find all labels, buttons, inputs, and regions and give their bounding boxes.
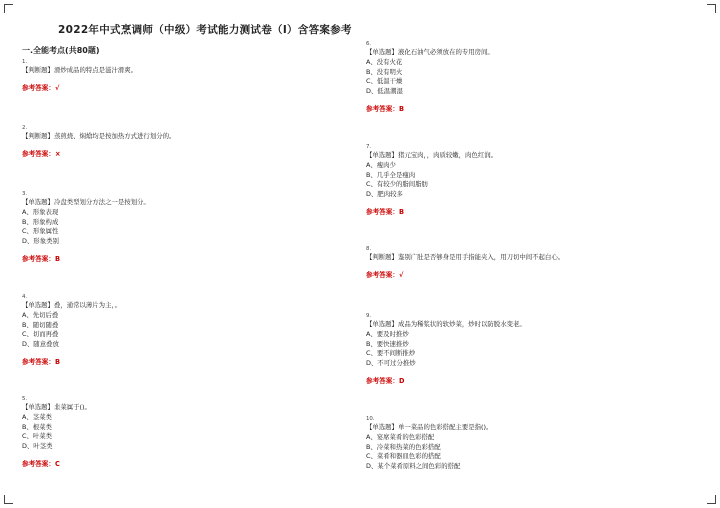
- answer-label: 参考答案：B: [366, 207, 404, 216]
- question-text: 【单选题】液化石油气必须放在的专用房间。: [366, 48, 494, 56]
- option-c: C、叶菜类: [22, 432, 53, 441]
- question-text: 【单选题】成品为稀浆状的软炒菜，炒时以防脱水变老。: [366, 320, 526, 328]
- question-8: [366, 246, 564, 281]
- question-text: 【判断题】滑炒成品的特点是滋汁滑爽。: [22, 66, 138, 74]
- option-c: C、菜肴和器皿色彩的搭配: [366, 452, 441, 461]
- answer-label: 参考答案：B: [366, 104, 404, 113]
- option-b: B、几乎全是瘦肉: [366, 170, 416, 179]
- answer-label: 参考答案：B: [22, 357, 60, 366]
- question-7: [366, 144, 497, 218]
- option-d: D、不可过分推炒: [366, 359, 416, 368]
- crop-mark-bottom-left: [4, 495, 13, 504]
- question-number: 10.: [366, 416, 375, 422]
- question-5: [22, 396, 91, 470]
- option-a: A、没有火花: [366, 57, 403, 66]
- answer-label: 参考答案：×: [22, 149, 61, 158]
- question-number: 1.: [22, 59, 28, 65]
- crop-mark-bottom-right: [707, 495, 716, 504]
- answer-label: 参考答案：B: [22, 254, 60, 263]
- question-text: 【单选题】冷盘类型划分方法之一是按划分。: [22, 198, 150, 206]
- answer-label: 参考答案：√: [22, 83, 60, 92]
- question-number: 9.: [366, 313, 372, 319]
- option-b: B、随切随叠: [22, 320, 59, 329]
- answer-label: 参考答案：D: [366, 376, 405, 385]
- question-number: 8.: [366, 246, 372, 252]
- answer-label: 参考答案：√: [366, 270, 404, 279]
- question-number: 7.: [366, 144, 372, 150]
- question-number: 6.: [366, 41, 372, 47]
- option-b: B、没有明火: [366, 67, 403, 76]
- option-a: A、瘦肉少: [366, 160, 396, 169]
- option-c: C、有较少的脂间脂肪: [366, 180, 428, 189]
- question-text: 【单选题】叠，通常以薄片为主，。: [22, 301, 122, 309]
- section-title: 一.全能考点(共80题): [22, 46, 100, 55]
- option-b: B、根菜类: [22, 422, 52, 431]
- option-d: D、随意叠放: [22, 340, 59, 349]
- option-a: A、先切后叠: [22, 310, 59, 319]
- question-6: [366, 41, 494, 115]
- question-text: 【单选题】猪元宝肉，，肉质较嫩，肉色红润。: [366, 151, 498, 159]
- question-text: 【判断题】鉴别广肚是否够身是用手指能夹入，用刀切中间不起白心。: [366, 253, 565, 261]
- option-d: D、叶茎类: [22, 442, 53, 451]
- question-2: [22, 125, 175, 160]
- option-d: D、肥肉较多: [366, 190, 403, 199]
- question-10: [366, 416, 492, 472]
- option-b: B、要快速推炒: [366, 339, 409, 348]
- option-d: D、某个菜肴原料之间色彩的搭配: [366, 462, 461, 471]
- question-number: 4.: [22, 294, 28, 300]
- option-b: B、冷菜和热菜的色彩搭配: [366, 442, 441, 451]
- question-number: 2.: [22, 125, 28, 131]
- option-c: C、切而再叠: [22, 330, 59, 339]
- question-9: [366, 313, 526, 387]
- question-3: [22, 191, 150, 265]
- option-d: D、形象类别: [22, 237, 59, 246]
- option-b: B、形象构成: [22, 217, 59, 226]
- option-a: A、形象表现: [22, 207, 59, 216]
- document-title: 2022年中式烹调师（中级）考试能力测试卷（I）含答案参考: [58, 24, 352, 36]
- question-text: 【单选题】单一菜品的色彩搭配主要是指()。: [366, 423, 493, 431]
- question-number: 3.: [22, 191, 28, 197]
- option-a: A、茎菜类: [22, 412, 52, 421]
- question-number: 5.: [22, 396, 28, 402]
- question-4: [22, 294, 121, 368]
- question-text: 【判断题】蒸煎烧、焖熗均是按加热方式进行划分的。: [22, 132, 176, 140]
- crop-mark-top-left: [4, 4, 13, 13]
- option-c: C、形象属性: [22, 227, 59, 236]
- option-c: C、要不间断推炒: [366, 349, 416, 358]
- answer-label: 参考答案：C: [22, 459, 60, 468]
- option-c: C、低温干燥: [366, 77, 403, 86]
- question-1: [22, 59, 137, 94]
- question-text: 【单选题】韭菜属于()。: [22, 403, 91, 411]
- option-a: A、要及时推炒: [366, 329, 409, 338]
- option-d: D、低温潮湿: [366, 87, 403, 96]
- option-a: A、宴席菜肴的色彩搭配: [366, 432, 435, 441]
- crop-mark-top-right: [707, 4, 716, 13]
